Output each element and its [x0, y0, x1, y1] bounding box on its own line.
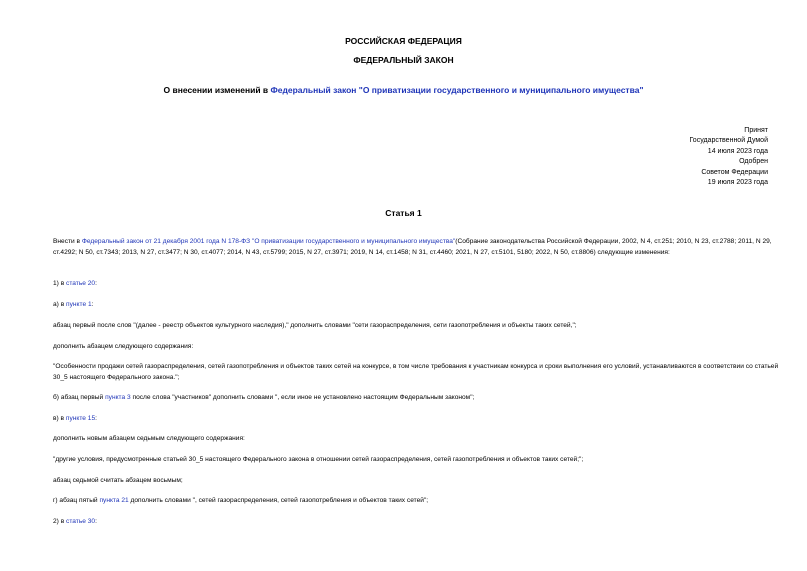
item-suffix: дополнить словами ", сетей газораспределения, сетей газопотребления и объектов таких сетей"; — [128, 497, 429, 504]
item-prefix: 2) в — [53, 518, 67, 525]
paragraph-text: абзац седьмой считать абзацем восьмым; — [53, 477, 183, 484]
adoption-line: Государственной Думой — [689, 137, 768, 145]
adoption-line: 14 июля 2023 года — [707, 147, 768, 155]
point-1-link[interactable]: пункте 1 — [66, 301, 92, 308]
adoption-line: Одобрен — [739, 158, 768, 166]
item-prefix: б) абзац первый — [53, 394, 106, 401]
item-b-paragraph — [38, 393, 783, 404]
paragraph-text: дополнить абзацем следующего содержания: — [53, 343, 194, 350]
law-title — [0, 85, 807, 96]
item-2-paragraph — [38, 517, 783, 528]
paragraph-text: абзац первый после слов "(далее - реестр объектов культурного наследия)," дополнить словами "сети газораспределения, сети газопотребления и объекты таких сетей,"; — [53, 322, 577, 329]
item-prefix: г) абзац пятый — [53, 497, 100, 504]
item-suffix: : — [95, 415, 97, 422]
point-21-link[interactable]: пункта 21 — [99, 497, 129, 504]
article-heading: Статья 1 — [385, 208, 422, 218]
law-title-prefix: О внесении изменений в — [163, 85, 271, 95]
article-20-link[interactable]: статье 20 — [66, 280, 96, 287]
item-a-paragraph — [38, 300, 783, 311]
intro-paragraph — [38, 237, 783, 258]
item-suffix: после слова "участников" дополнить словами ", если иное не установлено настоящим Федеральным законом"; — [130, 394, 475, 401]
law-title-link[interactable]: Федеральный закон "О приватизации государственного и муниципального имущества" — [270, 85, 644, 95]
adoption-block — [689, 126, 768, 188]
item-1-paragraph — [38, 279, 783, 290]
adoption-line: Советом Федерации — [701, 168, 768, 176]
paragraph-text: "другие условия, предусмотренные статьей 30_5 настоящего Федерального закона в отношении сетей газораспределения, сетей газопотребления и объектов таких сетей;"; — [53, 456, 584, 463]
item-prefix: в) в — [53, 415, 66, 422]
country-heading: РОССИЙСКАЯ ФЕДЕРАЦИЯ — [345, 36, 462, 46]
intro-rest: (Собрание законодательства Российской Федерации, 2002, N 4, ст.251; 2010, N 23, ст.2788; 2011, N 29, ст.4292; N 50, ст.7343; 2013, N 27, ст.3477; N 30, ст.4077; 2014, N 43, ст.5799; 2015, N 27, ст.3971; 2019, N 14, ст.1458; N 31, ст.4460; 2021, N 27, ст.5101, 5180; 2022, N 50, ст.8806) следующие изменения: — [53, 238, 772, 256]
item-suffix: : — [95, 280, 97, 287]
item-v-paragraph — [38, 414, 783, 425]
paragraph-text: "Особенности продажи сетей газораспределения, сетей газопотребления и объектов таких сетей на конкурсе, в том числе требования к участникам конкурса и сроки выполнения его условий, устанавливаются в соответствии со статьей 30_5 настоящего Федерального закона."; — [53, 363, 779, 381]
item-prefix: 1) в — [53, 280, 67, 287]
item-g-paragraph — [38, 496, 783, 507]
paragraph-text: дополнить новым абзацем седьмым следующего содержания: — [53, 435, 245, 442]
item-suffix: : — [91, 301, 94, 308]
point-3-link[interactable]: пункта 3 — [105, 394, 131, 401]
item-prefix: а) в — [53, 301, 67, 308]
article-30-link[interactable]: статье 30 — [66, 518, 96, 525]
law-178-link[interactable]: Федеральный закон от 21 декабря 2001 года N 178-ФЗ "О приватизации государственного и муниципального имущества" — [81, 238, 456, 245]
intro-prefix: Внести в — [53, 238, 82, 245]
adoption-line: Принят — [744, 127, 768, 134]
doc-type-heading: ФЕДЕРАЛЬНЫЙ ЗАКОН — [353, 55, 454, 65]
point-15-link[interactable]: пункте 15 — [65, 415, 96, 422]
item-suffix: : — [95, 518, 97, 525]
adoption-line: 19 июля 2023 года — [707, 179, 768, 187]
